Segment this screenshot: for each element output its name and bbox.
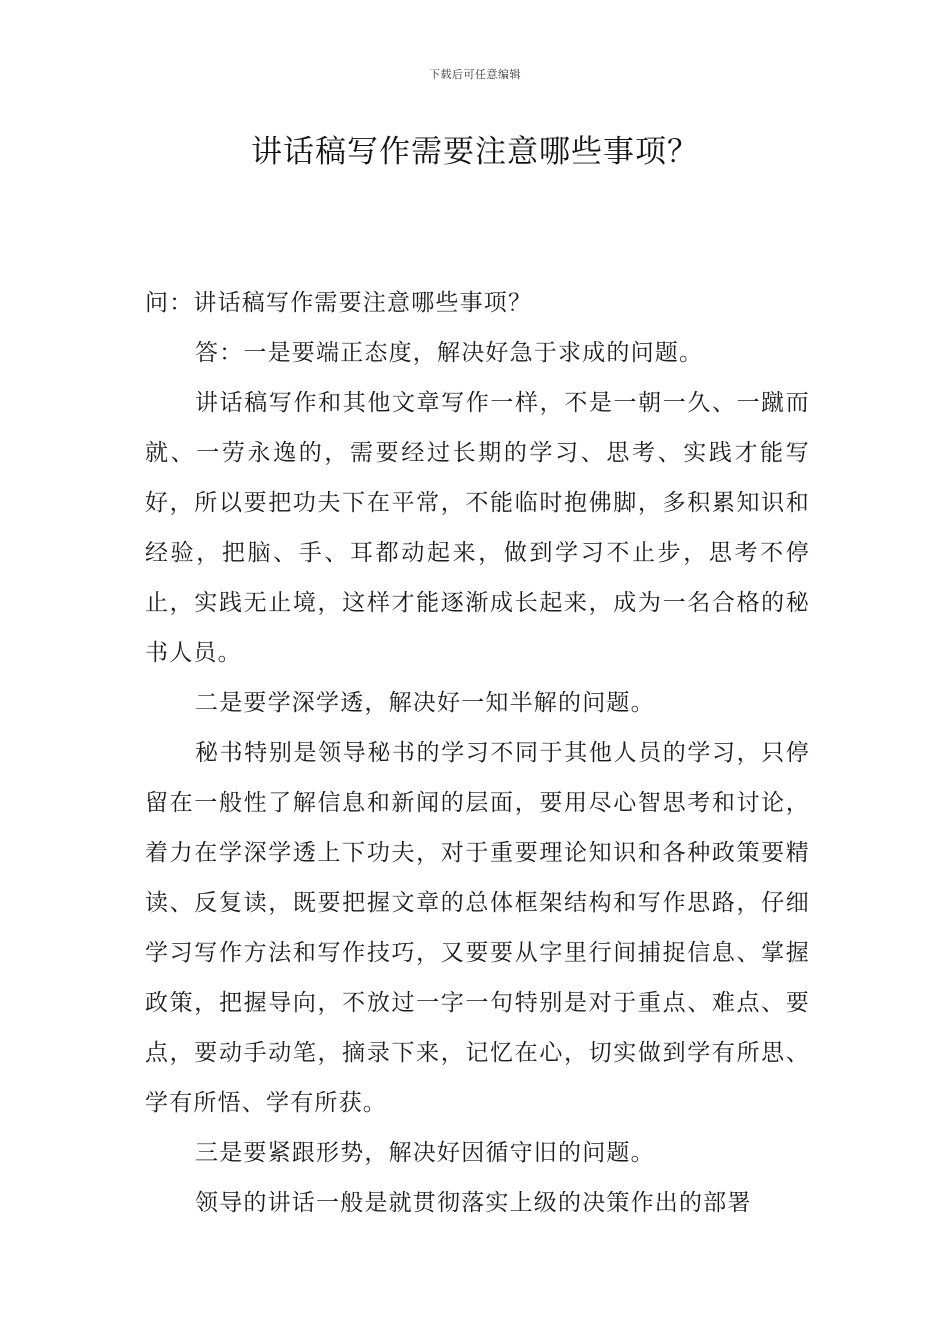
paragraph-question: 问：讲话稿写作需要注意哪些事项？ xyxy=(145,290,533,316)
paragraph-answer-point-1: 答：一是要端正态度，解决好急于求成的问题。 xyxy=(195,340,704,366)
paragraph-body: 秘书特别是领导秘书的学习不同于其他人员的学习，只停留在一般性了解信息和新闻的层面，要用尽心智思考和讨论，着力在学深学透上下功夫，对于重要理论知识和各种政策要精读、反复读，既要把握文章的总体框架结构和写作思路，仔细学习写作方法和写作技巧，又要要从字里行间捕捉信息、掌握政策，把握导向，不放过一字一句特别是对于重点、难点、要点，要动手动笔，摘录下来，记忆在心，切实做到学有所思、学有所悟、学有所获。 xyxy=(145,740,810,1116)
paragraph-point-2: 二是要学深学透，解决好一知半解的问题。 xyxy=(195,690,655,716)
paragraph-body: 领导的讲话一般是就贯彻落实上级的决策作出的部署 xyxy=(195,1190,752,1216)
document-body xyxy=(145,278,810,1228)
document-title: 讲话稿写作需要注意哪些事项？ xyxy=(251,134,699,170)
paragraph-body: 讲话稿写作和其他文章写作一样，不是一朝一久、一蹴而就、一劳永逸的，需要经过长期的学习、思考、实践才能写好，所以要把功夫下在平常，不能临时抱佛脚，多积累知识和经验，把脑、手、耳都动起来，做到学习不止步，思考不停止，实践无止境，这样才能逐渐成长起来，成为一名合格的秘书人员。 xyxy=(145,390,810,666)
paragraph-point-3: 三是要紧跟形势，解决好因循守旧的问题。 xyxy=(195,1140,655,1166)
header-note: 下载后可任意编辑 xyxy=(429,68,521,81)
